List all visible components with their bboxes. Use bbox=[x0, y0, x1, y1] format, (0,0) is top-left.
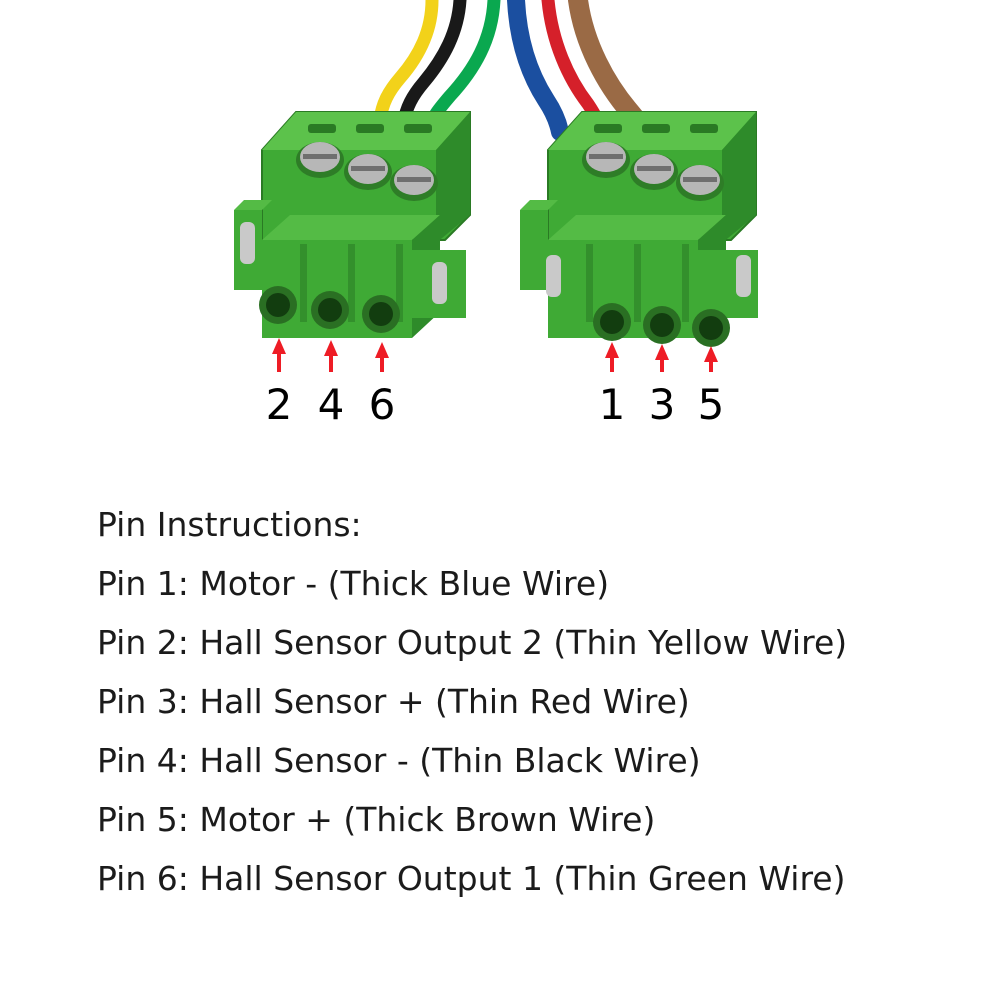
instruction-line-pin-2: Pin 2: Hall Sensor Output 2 (Thin Yellow Wire) bbox=[97, 623, 848, 662]
arrow-pin-6 bbox=[375, 342, 389, 372]
pin-label-1: 1 bbox=[598, 380, 626, 429]
arrow-pin-2 bbox=[272, 338, 286, 372]
right-mount-screw-1 bbox=[546, 255, 561, 297]
instructions-heading: Pin Instructions: bbox=[97, 505, 362, 544]
pin-label-6: 6 bbox=[368, 380, 396, 429]
connector-illustration bbox=[0, 0, 1000, 470]
right-connector-body bbox=[520, 112, 758, 347]
arrow-pin-3 bbox=[655, 344, 669, 372]
instruction-line-pin-4: Pin 4: Hall Sensor - (Thin Black Wire) bbox=[97, 741, 701, 780]
pin-label-3: 3 bbox=[648, 380, 676, 429]
pin-instructions bbox=[97, 495, 967, 908]
instruction-line-pin-6: Pin 6: Hall Sensor Output 1 (Thin Green Wire) bbox=[97, 859, 846, 898]
instruction-line-pin-3: Pin 3: Hall Sensor + (Thin Red Wire) bbox=[97, 682, 690, 721]
pin-label-5: 5 bbox=[697, 380, 725, 429]
pin-label-2: 2 bbox=[265, 380, 293, 429]
right-connector-lower-bevel bbox=[548, 215, 726, 240]
right-mount-screw-2 bbox=[736, 255, 751, 297]
instruction-line-pin-1: Pin 1: Motor - (Thick Blue Wire) bbox=[97, 564, 610, 603]
arrow-pin-5 bbox=[704, 346, 718, 372]
connector-diagram bbox=[0, 0, 1000, 470]
pin-arrows bbox=[272, 338, 718, 372]
pin-label-4: 4 bbox=[317, 380, 345, 429]
arrow-pin-1 bbox=[605, 342, 619, 372]
left-connector-lower-bevel bbox=[262, 215, 440, 240]
instruction-line-pin-5: Pin 5: Motor + (Thick Brown Wire) bbox=[97, 800, 656, 839]
left-mount-screw-2 bbox=[432, 262, 447, 304]
left-mount-screw-1 bbox=[240, 222, 255, 264]
arrow-pin-4 bbox=[324, 340, 338, 372]
left-connector-body bbox=[234, 112, 470, 338]
right-connector-sockets bbox=[593, 303, 730, 347]
